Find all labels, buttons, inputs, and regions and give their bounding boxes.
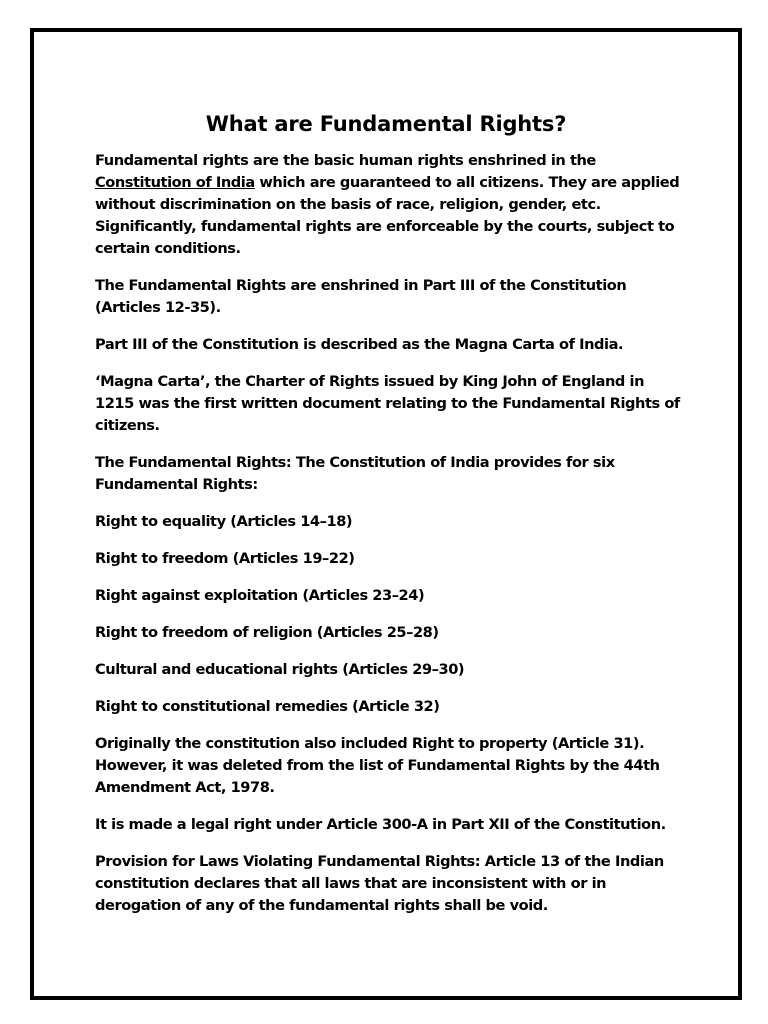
right-to-freedom-item: Right to freedom (Articles 19–22) (95, 550, 355, 567)
document-body (95, 150, 685, 932)
six-rights-intro-paragraph: The Fundamental Rights: The Constitution of India provides for six Fundamental Rights: (95, 454, 615, 493)
right-against-exploitation-item: Right against exploitation (Articles 23–24) (95, 587, 425, 604)
constitutional-remedies-item: Right to constitutional remedies (Article 32) (95, 698, 440, 715)
part-iii-paragraph: The Fundamental Rights are enshrined in Part III of the Constitution (Articles 12-35). (95, 277, 627, 316)
right-to-property-paragraph: Originally the constitution also included Right to property (Article 31). However, it was deleted from the list of Fundamental Rights by the 44th Amendment Act, 1978. (95, 735, 660, 796)
right-to-equality-item: Right to equality (Articles 14–18) (95, 513, 353, 530)
article-300a-paragraph: It is made a legal right under Article 300-A in Part XII of the Constitution. (95, 816, 666, 833)
constitution-of-india-link[interactable]: Constitution of India (95, 174, 255, 191)
magna-carta-history-paragraph: ‘Magna Carta’, the Charter of Rights issued by King John of England in 1215 was the first written document relating to the Fundamental Rights of citizens. (95, 373, 680, 434)
intro-text-before-link: Fundamental rights are the basic human rights enshrined in the (95, 152, 596, 169)
intro-text-after-link: which are guaranteed to all citizens. They are applied without discrimination on the basis of race, religion, gender, etc. Significantly, fundamental rights are enforceable by the courts, subject to certain conditions. (95, 174, 680, 257)
intro-paragraph (95, 150, 685, 260)
magna-carta-of-india-paragraph: Part III of the Constitution is described as the Magna Carta of India. (95, 336, 624, 353)
right-to-freedom-of-religion-item: Right to freedom of religion (Articles 25–28) (95, 624, 439, 641)
page-title: What are Fundamental Rights? (205, 112, 567, 136)
cultural-educational-rights-item: Cultural and educational rights (Articles 29–30) (95, 661, 465, 678)
page-frame (30, 28, 742, 1000)
article-13-paragraph: Provision for Laws Violating Fundamental Rights: Article 13 of the Indian constitution declares that all laws that are inconsistent with or in derogation of any of the fundamental rights shall be void. (95, 853, 664, 914)
